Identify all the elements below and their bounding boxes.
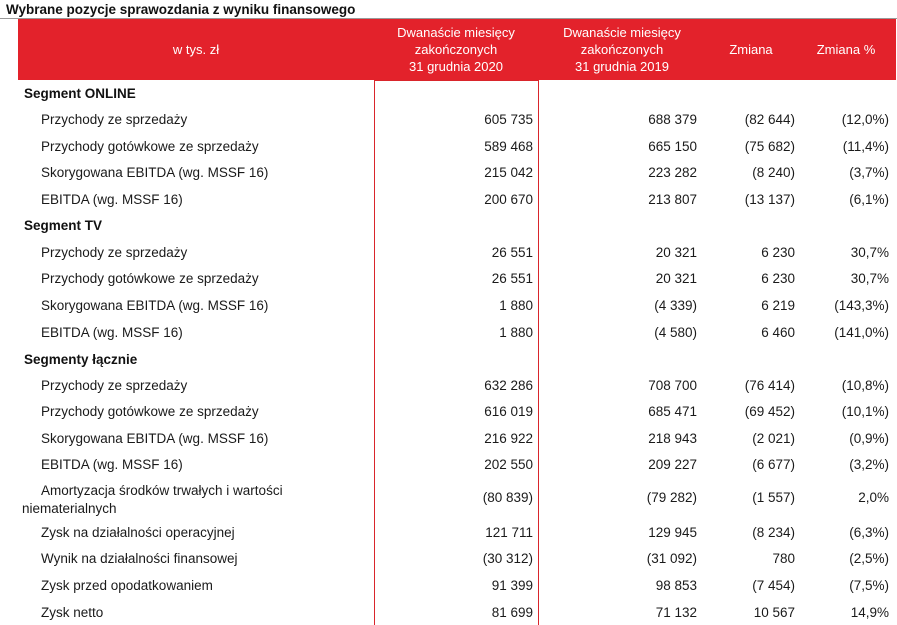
value-2020: 91 399	[491, 578, 533, 593]
header-col-change-pct: Zmiana %	[816, 42, 876, 57]
value-2019: 685 471	[648, 404, 697, 419]
row-label: Zysk netto	[41, 605, 104, 620]
value-2019: 688 379	[648, 112, 697, 127]
row-label: Przychody ze sprzedaży	[41, 112, 188, 127]
value-2019: (4 580)	[654, 325, 697, 340]
value-2019: 98 853	[655, 578, 697, 593]
value-2020: 202 550	[484, 457, 533, 472]
header-col-2019-line1: Dwanaście miesięcy	[563, 25, 681, 40]
value-change-pct: (3,2%)	[849, 457, 889, 472]
row-label: Przychody ze sprzedaży	[41, 378, 188, 393]
value-change: 780	[772, 551, 795, 566]
row-label: Skorygowana EBITDA (wg. MSSF 16)	[41, 298, 269, 313]
value-2019: (79 282)	[646, 490, 697, 505]
value-change: (76 414)	[744, 378, 795, 393]
header-col-2020-line3: 31 grudnia 2020	[409, 59, 503, 74]
value-change-pct: (2,5%)	[849, 551, 889, 566]
value-2020: 1 880	[499, 298, 533, 313]
value-2020: 200 670	[484, 192, 533, 207]
header-col-2019-line2: zakończonych	[580, 42, 664, 57]
value-2020: 121 711	[485, 525, 533, 540]
row-label: Przychody gotówkowe ze sprzedaży	[41, 404, 259, 419]
value-change-pct: (10,1%)	[841, 404, 889, 419]
page-title: Wybrane pozycje sprawozdania z wyniku finansowego	[6, 2, 356, 17]
value-2019: (4 339)	[654, 298, 697, 313]
value-change: (8 234)	[752, 525, 795, 540]
value-change-pct: 30,7%	[850, 245, 889, 260]
header-col-2019-line3: 31 grudnia 2019	[575, 59, 669, 74]
value-2019: 218 943	[648, 431, 697, 446]
header-col-2020-line1: Dwanaście miesięcy	[397, 25, 515, 40]
row-label: Przychody ze sprzedaży	[41, 245, 188, 260]
row-label: Zysk na działalności operacyjnej	[41, 525, 235, 540]
row-label: Skorygowana EBITDA (wg. MSSF 16)	[41, 165, 269, 180]
value-change-pct: (12,0%)	[841, 112, 889, 127]
section-title: Segmenty łącznie	[24, 352, 138, 367]
value-change-pct: (6,3%)	[849, 525, 889, 540]
value-change-pct: 2,0%	[858, 490, 889, 505]
value-2019: 129 945	[648, 525, 697, 540]
value-change: (13 137)	[744, 192, 795, 207]
value-change-pct: (6,1%)	[849, 192, 889, 207]
row-label: EBITDA (wg. MSSF 16)	[41, 325, 183, 340]
header-col-2020	[374, 19, 538, 80]
value-2020: 81 699	[491, 605, 533, 620]
row-label: EBITDA (wg. MSSF 16)	[41, 457, 183, 472]
value-2019: 223 282	[648, 165, 697, 180]
header-col-change: Zmiana	[729, 42, 773, 57]
value-change: (7 454)	[752, 578, 795, 593]
value-2020: 616 019	[484, 404, 533, 419]
value-2020: 216 922	[484, 431, 533, 446]
value-change-pct: 30,7%	[850, 271, 889, 286]
section-title: Segment TV	[24, 218, 103, 233]
value-2020: (30 312)	[482, 551, 533, 566]
highlighted-column-2020	[374, 80, 539, 625]
value-change: (69 452)	[744, 404, 795, 419]
row-label: Skorygowana EBITDA (wg. MSSF 16)	[41, 431, 269, 446]
value-change: (75 682)	[744, 139, 795, 154]
row-label: Amortyzacja środków trwałych i wartości niematerialnych	[22, 483, 283, 516]
value-2019: 708 700	[648, 378, 697, 393]
value-2020: 589 468	[484, 139, 533, 154]
value-2019: 20 321	[655, 271, 697, 286]
row-label: EBITDA (wg. MSSF 16)	[41, 192, 183, 207]
value-change: (2 021)	[752, 431, 795, 446]
value-change-pct: 14,9%	[850, 605, 889, 620]
value-change: 10 567	[753, 605, 795, 620]
value-2020: 26 551	[491, 245, 533, 260]
value-change-pct: (11,4%)	[842, 139, 889, 154]
value-change: (82 644)	[744, 112, 795, 127]
value-change: (1 557)	[752, 490, 795, 505]
value-2020: (80 839)	[482, 490, 533, 505]
header-unit-label: w tys. zł	[172, 42, 220, 57]
section-title: Segment ONLINE	[24, 86, 136, 101]
value-2020: 26 551	[491, 271, 533, 286]
value-2019: 209 227	[648, 457, 697, 472]
value-change-pct: (0,9%)	[849, 431, 889, 446]
value-2020: 605 735	[484, 112, 533, 127]
value-2020: 1 880	[499, 325, 533, 340]
value-change-pct: (143,3%)	[834, 298, 889, 313]
value-change: 6 219	[761, 298, 795, 313]
value-change: 6 230	[761, 245, 795, 260]
value-2020: 215 042	[484, 165, 533, 180]
value-2019: (31 092)	[646, 551, 697, 566]
value-change: (6 677)	[752, 457, 795, 472]
header-col-2019	[538, 19, 706, 80]
value-change-pct: (7,5%)	[849, 578, 889, 593]
value-2019: 20 321	[655, 245, 697, 260]
value-change: 6 230	[761, 271, 795, 286]
row-label: Przychody gotówkowe ze sprzedaży	[41, 271, 259, 286]
row-label: Wynik na działalności finansowej	[41, 551, 238, 566]
table-header	[18, 19, 896, 80]
value-change-pct: (141,0%)	[834, 325, 889, 340]
row-label: Zysk przed opodatkowaniem	[41, 578, 213, 593]
value-change-pct: (3,7%)	[849, 165, 889, 180]
value-2019: 665 150	[648, 139, 697, 154]
value-2019: 71 132	[655, 605, 697, 620]
header-col-2020-line2: zakończonych	[414, 42, 498, 57]
value-change: (8 240)	[752, 165, 795, 180]
value-change-pct: (10,8%)	[841, 378, 889, 393]
value-2020: 632 286	[484, 378, 533, 393]
row-label: Przychody gotówkowe ze sprzedaży	[41, 139, 259, 154]
value-2019: 213 807	[648, 192, 697, 207]
value-change: 6 460	[761, 325, 795, 340]
